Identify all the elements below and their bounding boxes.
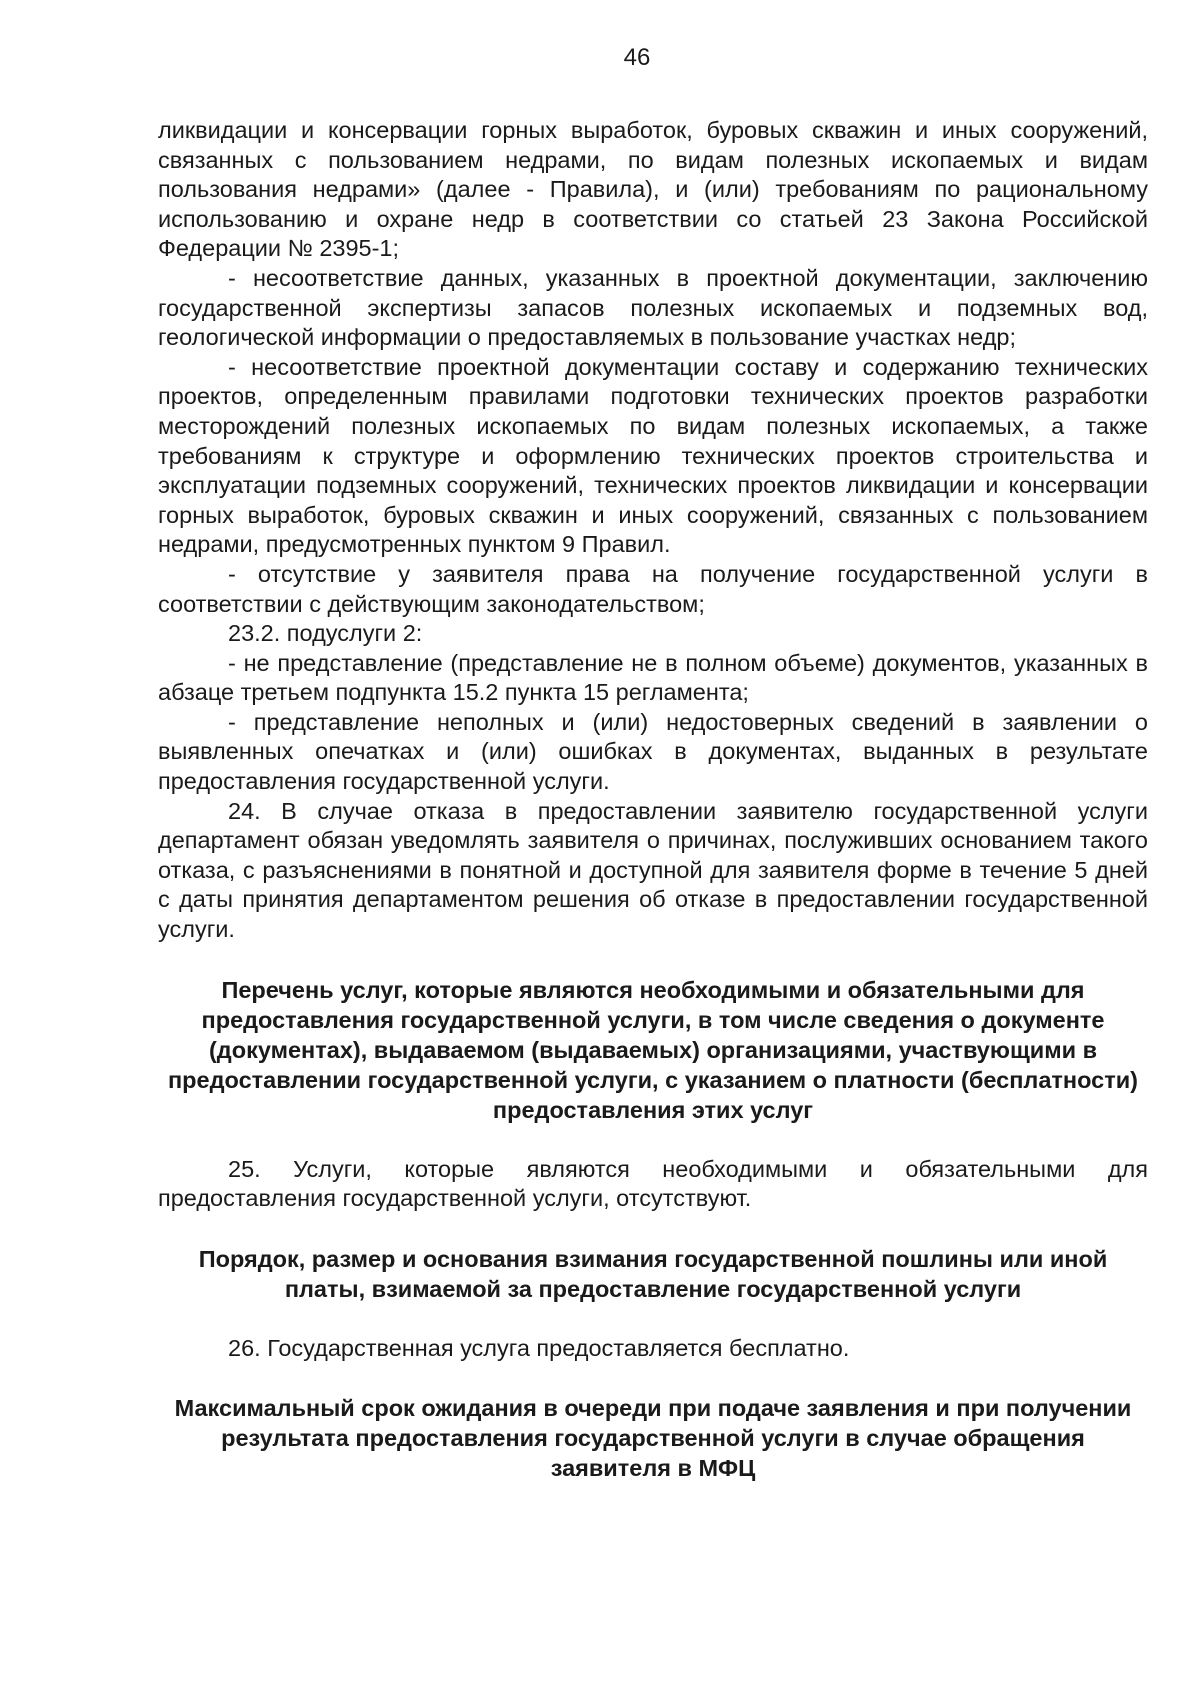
paragraph-24: 24. В случае отказа в предоставлении заявителю государственной услуги департамент обязан уведомлять заявителя о причинах, послуживших основанием такого отказа, с разъяснениями в понятной и доступной для заявителя форме в течение 5 дней с даты принятия департаментом решения об отказе в предоставлении государственной услуги.: [158, 797, 1148, 943]
paragraph-subservice-2: 23.2. подуслуги 2:: [228, 620, 423, 647]
heading-max-wait-time: Максимальный срок ожидания в очереди при подаче заявления и при получении результата предоставления государственной услуги в случае обращения заявителя в МФЦ: [174, 1395, 1132, 1482]
paragraph-continuation: ликвидации и консервации горных выработок, буровых скважин и иных сооружений, связанных с пользованием недрами, по видам полезных ископаемых и видам пользования недрами» (далее - Правила), и (или) требованиям по рациональному использованию и охране недр в соответствии со статьей 23 Закона Российской Федерации № 2395-1;: [158, 117, 1148, 262]
page-number: 46: [623, 44, 651, 71]
heading-required-services: Перечень услуг, которые являются необходимыми и обязательными для предоставления государственной услуги, в том числе сведения о документе (документах), выдаваемом (выдаваемых) организациями, участвующими в предоставлении государственной услуги, с указанием о платности (бесплатности) предоставления этих услуг: [167, 976, 1138, 1123]
paragraph-mismatch-data: - несоответствие данных, указанных в проектной документации, заключению государственной экспертизы запасов полезных ископаемых и подземных вод, геологической информации о предоставляемых в пользование участках недр;: [158, 264, 1148, 351]
paragraph-mismatch-project: - несоответствие проектной документации составу и содержанию технических проектов, определенным правилами подготовки технических проектов разработки месторождений полезных ископаемых по видам полезных ископаемых, а также требованиям к структуре и оформлению технических проектов строительства и эксплуатации подземных сооружений, технических проектов ликвидации и консервации горных выработок, буровых скважин и иных сооружений, связанных с пользованием недрами, предусмотренных пунктом 9 Правил.: [158, 353, 1148, 558]
paragraph-incomplete-info: - представление неполных и (или) недостоверных сведений в заявлении о выявленных опечатках и (или) ошибках в документах, выданных в результате предоставления государственной услуги.: [158, 708, 1148, 795]
heading-state-fee: Порядок, размер и основания взимания государственной пошлины или иной платы, взимаемой за предоставление государственной услуги: [198, 1245, 1108, 1302]
paragraph-not-submitted: - не представление (представление не в полном объеме) документов, указанных в абзаце третьем подпункта 15.2 пункта 15 регламента;: [158, 649, 1148, 706]
page-content: [158, 116, 1148, 1483]
paragraph-26: 26. Государственная услуга предоставляется бесплатно.: [228, 1334, 850, 1361]
paragraph-no-right: - отсутствие у заявителя права на получение государственной услуги в соответствии с действующим законодательством;: [158, 560, 1148, 617]
paragraph-25: 25. Услуги, которые являются необходимыми и обязательными для предоставления государственной услуги, отсутствуют.: [158, 1155, 1148, 1212]
